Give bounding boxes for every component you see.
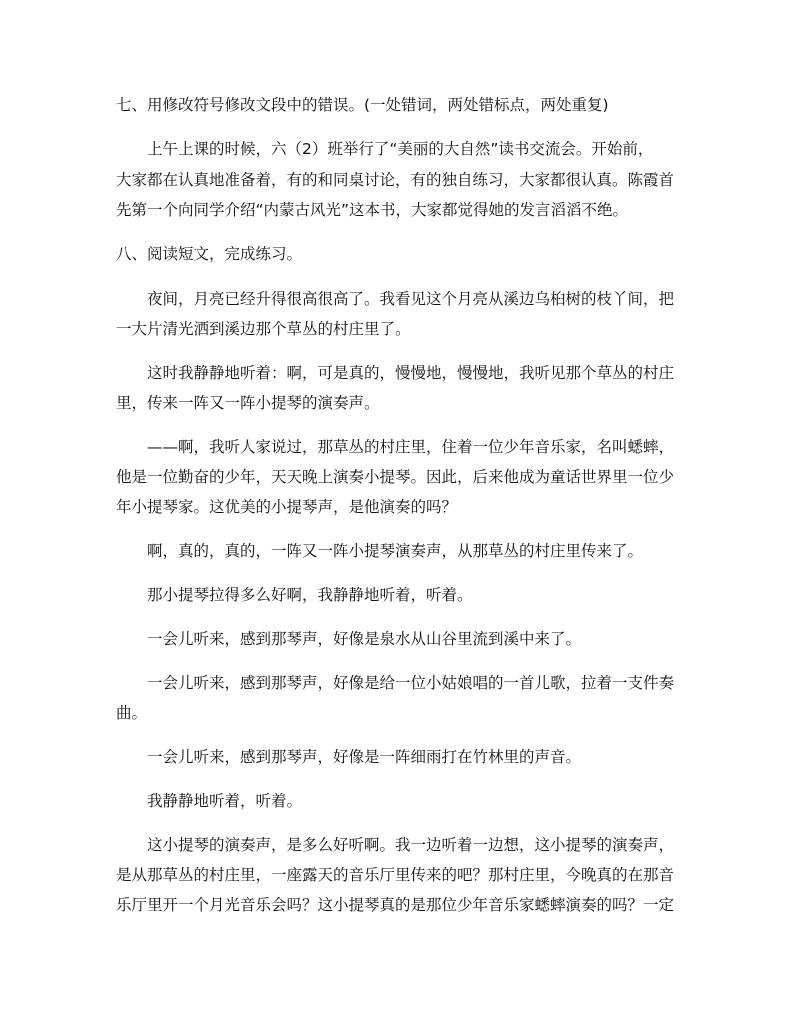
story-paragraph-line: 一会儿听来，感到那琴声，好像是泉水从山谷里流到溪中来了。 — [147, 630, 582, 648]
story-paragraph-line: 是从那草丛的村庄里，一座露天的音乐厅里传来的吧？那村庄里，今晚真的在那音 — [116, 866, 675, 884]
story-paragraph-line: 年小提琴家。这优美的小提琴声，是他演奏的吗？ — [116, 498, 458, 516]
section-8-heading: 八、阅读短文，完成练习。 — [116, 245, 303, 263]
section-7-paragraph-line: 大家都在认真地准备着，有的和同桌讨论，有的独自练习，大家都很认真。陈霞首 — [116, 171, 675, 189]
story-paragraph-line: 一会儿听来，感到那琴声，好像是给一位小姑娘唱的一首儿歌，拉着一支件奏 — [147, 674, 675, 692]
story-paragraph-line: 这时我静静地听着：啊，可是真的，慢慢地，慢慢地，我听见那个草丛的村庄 — [147, 364, 675, 382]
story-paragraph-line: 我静静地听着，听着。 — [147, 792, 303, 810]
story-paragraph-line: 啊，真的，真的，一阵又一阵小提琴演奏声，从那草丛的村庄里传来了。 — [147, 542, 644, 560]
story-paragraph-line: 乐厅里开一个月光音乐会吗？这小提琴真的是那位少年音乐家蟋蟀演奏的吗？一定 — [116, 896, 675, 914]
story-paragraph-line: 他是一位勤奋的少年，天天晚上演奏小提琴。因此，后来他成为童话世界里一位少 — [116, 468, 675, 486]
story-paragraph-line: 这小提琴的演奏声，是多么好听啊。我一边听着一边想，这小提琴的演奏声， — [147, 836, 675, 854]
story-paragraph-line: 夜间，月亮已经升得很高很高了。我看见这个月亮从溪边乌桕树的枝丫间，把 — [147, 290, 675, 308]
story-paragraph-line: 曲。 — [116, 704, 148, 722]
story-paragraph-line: 一会儿听来，感到那琴声，好像是一阵细雨打在竹林里的声音。 — [147, 748, 582, 766]
section-7-paragraph-line: 先第一个向同学介绍“内蒙古风光”这本书，大家都觉得她的发言滔滔不绝。 — [116, 201, 629, 219]
story-paragraph-line: 那小提琴拉得多么好啊，我静静地听着，听着。 — [147, 586, 473, 604]
story-paragraph-line: 一大片清光洒到溪边那个草丛的村庄里了。 — [116, 320, 411, 338]
document-page — [116, 0, 682, 1028]
story-paragraph-line: ——啊，我听人家说过，那草丛的村庄里，住着一位少年音乐家，名叫蟋蟀， — [147, 438, 675, 456]
story-paragraph-line: 里，传来一阵又一阵小提琴的演奏声。 — [116, 394, 380, 412]
section-7-heading: 七、用修改符号修改文段中的错误。(一处错词，两处错标点，两处重复) — [116, 96, 609, 114]
section-7-paragraph-line: 上午上课的时候，六（2）班举行了“美丽的大自然”读书交流会。开始前， — [147, 140, 654, 158]
